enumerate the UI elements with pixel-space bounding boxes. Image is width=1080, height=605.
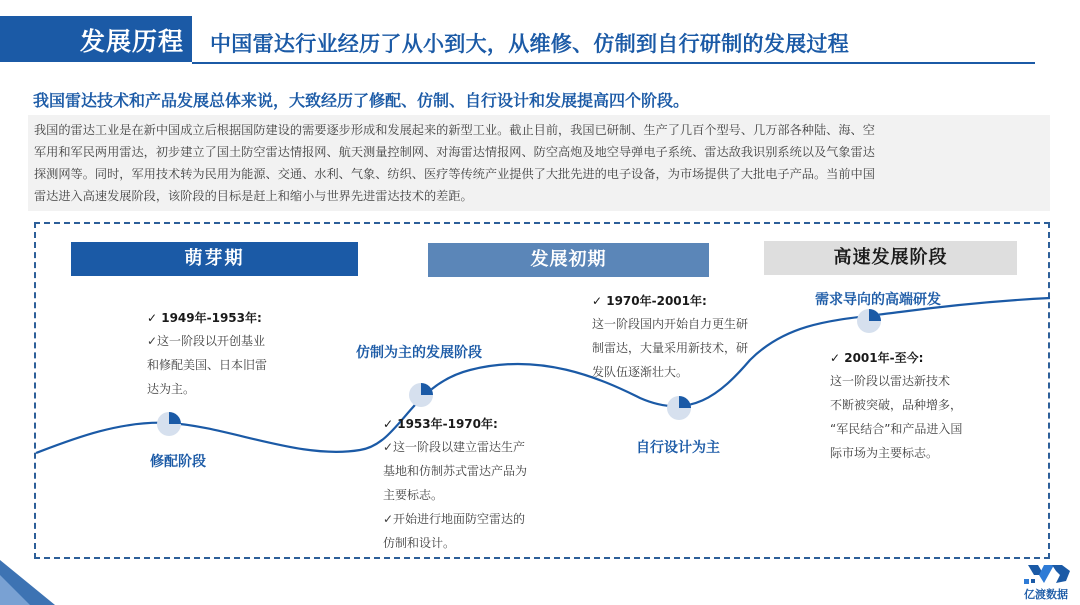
period-block-1970 (592, 290, 748, 384)
period-line: 和修配美国、日本旧雷 (147, 358, 268, 372)
period-line: 发队伍逐渐壮大。 (592, 365, 689, 379)
period-line: ✓这一阶段以建立雷达生产 (383, 440, 526, 454)
brand-logo-text: 亿渡数据 (1024, 588, 1068, 601)
period-line: 这一阶段以雷达新技术 (830, 374, 951, 388)
intro-line: 雷达进入高速发展阶段，该阶段的目标是赶上和缩小与世界先进雷达技术的差距。 (34, 189, 473, 203)
timeline-node-4 (857, 309, 881, 333)
stage-label-imitation: 仿制为主的发展阶段 (356, 345, 482, 361)
period-line: “军民结合”和产品进入国 (830, 422, 963, 436)
period-line: 达为主。 (147, 382, 196, 396)
intro-line: 军用和军民两用雷达，初步建立了国土防空雷达情报网、航天测量控制网、对海雷达情报网、防空高炮及地空导弹电子系统、雷达敌我识别系统以及气象雷达 (34, 145, 875, 159)
period-line: 际市场为主要标志。 (830, 446, 939, 460)
intro-line: 我国的雷达工业是在新中国成立后根据国防建设的需要逐步形成和发展起来的新型工业。截止目前，我国已研制、生产了几百个型号、几万部各种陆、海、空 (34, 123, 875, 137)
page-title: 中国雷达行业经历了从小到大，从维修、仿制到自行研制的发展过程 (210, 32, 849, 56)
period-year: ✓ 1953年-1970年: (383, 417, 498, 431)
phase-label-early: 发展初期 (428, 243, 709, 277)
timeline-node-3 (667, 396, 691, 420)
period-line: 不断被突破，品种增多， (830, 398, 963, 412)
timeline-node-2 (409, 383, 433, 407)
period-year: ✓ 1970年-2001年: (592, 294, 707, 308)
summary-heading: 我国雷达技术和产品发展总体来说，大致经历了修配、仿制、自行设计和发展提高四个阶段。 (33, 91, 690, 110)
phase-label-budding: 萌芽期 (71, 242, 358, 276)
period-block-2001 (830, 347, 962, 465)
period-line: 制雷达，大量采用新技术，研 (592, 341, 749, 355)
period-line: ✓开始进行地面防空雷达的 (383, 512, 526, 526)
period-line: 仿制和设计。 (383, 536, 456, 550)
period-line: 主要标志。 (383, 488, 444, 502)
period-line: 基地和仿制苏式雷达产品为 (383, 464, 528, 478)
period-line: ✓这一阶段以开创基业 (147, 334, 266, 348)
period-year: ✓ 2001年-至今: (830, 351, 924, 365)
period-block-1953 (383, 413, 527, 555)
section-tag-label: 发展历程 (80, 27, 185, 56)
period-line: 这一阶段国内开始自力更生研 (592, 317, 749, 331)
timeline-node-1 (157, 412, 181, 436)
period-year: ✓ 1949年-1953年: (147, 311, 262, 325)
stage-label-high-end: 需求导向的高端研发 (815, 292, 941, 308)
phase-label-rapid: 高速发展阶段 (764, 241, 1017, 275)
period-block-1949 (147, 307, 267, 401)
stage-label-self-design: 自行设计为主 (636, 440, 720, 456)
intro-line: 探测网等。同时，军用技术转为民用为能源、交通、水利、气象、纺织、医疗等传统产业提供了大批先进的电子设备，为市场提供了大批电子产品。当前中国 (34, 167, 875, 181)
stage-label-repair: 修配阶段 (150, 454, 206, 470)
